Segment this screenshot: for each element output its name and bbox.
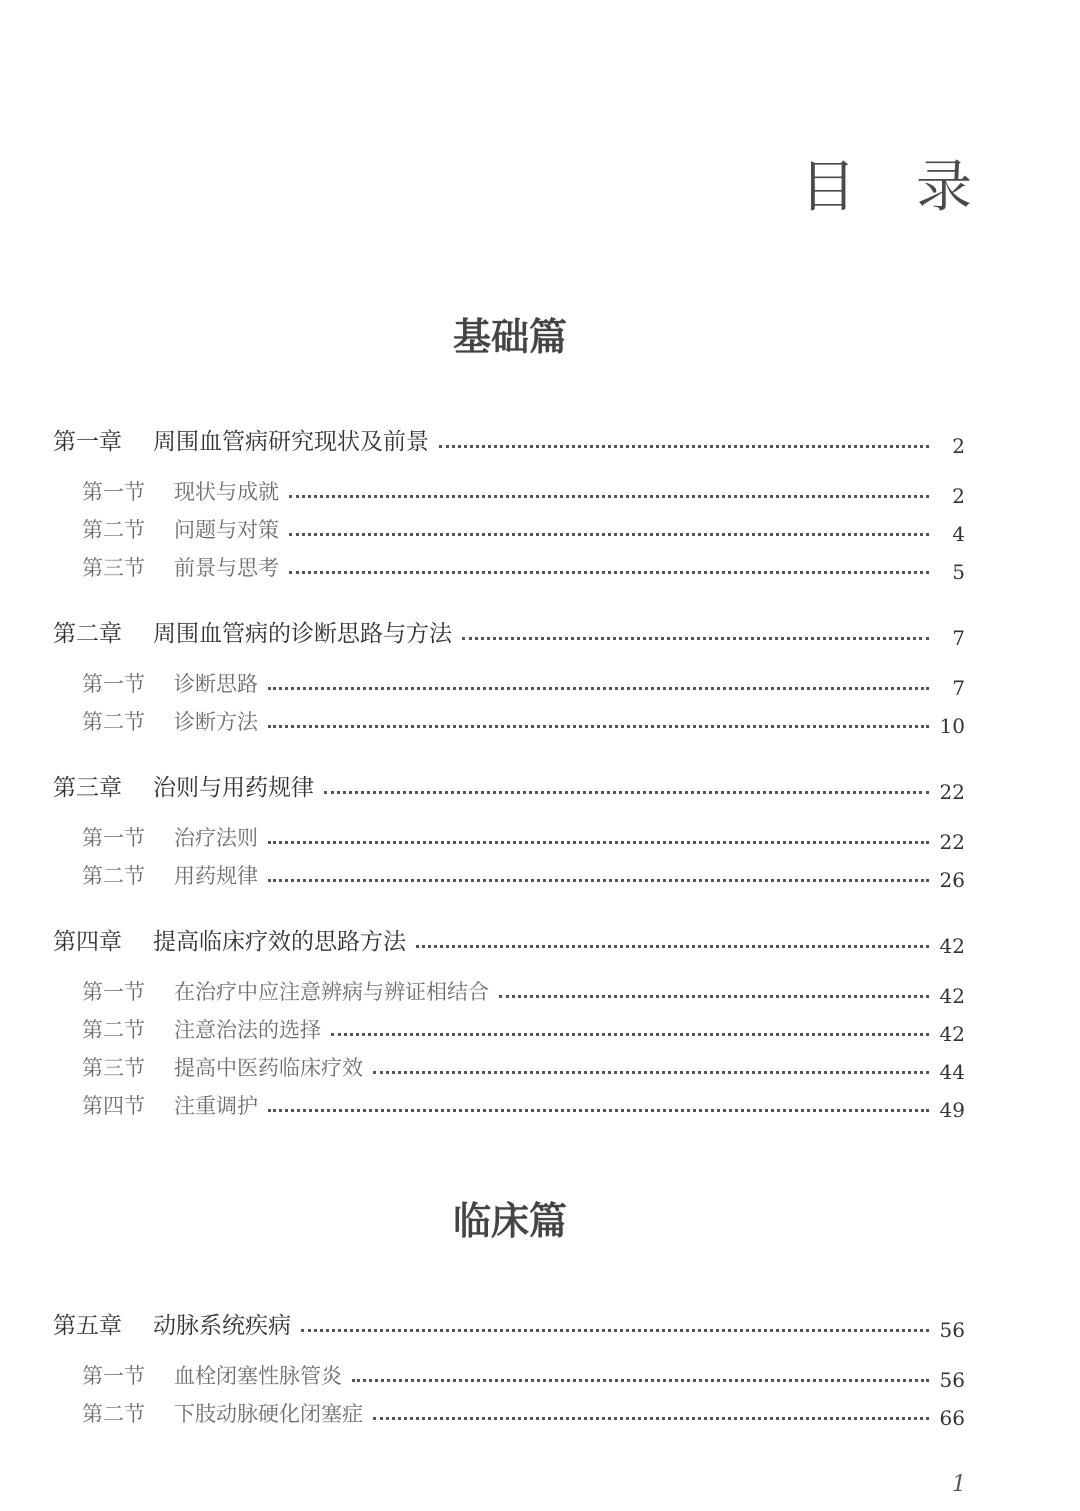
toc-section[interactable]	[0, 704, 965, 736]
page-number: 26	[939, 868, 965, 892]
section-number: 第一节	[82, 980, 145, 1004]
toc-section[interactable]	[0, 1088, 965, 1120]
dot-leader	[324, 791, 929, 794]
toc-section[interactable]	[0, 550, 965, 582]
section-title: 注意治法的选择	[174, 1018, 321, 1042]
page-number: 22	[939, 830, 965, 854]
toc-section[interactable]	[0, 1358, 965, 1390]
section-title: 注重调护	[174, 1094, 258, 1118]
section-number: 第三节	[82, 556, 145, 580]
toc-chapter[interactable]	[0, 1308, 965, 1340]
toc-section[interactable]	[0, 1012, 965, 1044]
toc-section[interactable]	[0, 974, 965, 1006]
page-number: 2	[952, 484, 965, 508]
section-title: 提高中医药临床疗效	[174, 1056, 363, 1080]
page-number: 56	[939, 1318, 965, 1342]
dot-leader	[352, 1379, 929, 1382]
section-number: 第一节	[82, 826, 145, 850]
dot-leader	[439, 445, 929, 448]
section-number: 第二节	[82, 1402, 145, 1426]
page-number: 7	[952, 626, 965, 650]
page-number: 2	[952, 434, 965, 458]
section-number: 第二节	[82, 1018, 145, 1042]
page-title-char-2: 录	[916, 155, 972, 220]
chapter-title: 周围血管病研究现状及前景	[153, 429, 429, 455]
section-title: 诊断思路	[174, 672, 258, 696]
chapter-number: 第五章	[53, 1313, 122, 1339]
chapter-title: 动脉系统疾病	[153, 1313, 291, 1339]
part-title-basic: 基础篇	[452, 314, 567, 359]
dot-leader	[268, 1109, 929, 1112]
section-number: 第一节	[82, 480, 145, 504]
chapter-number: 第二章	[53, 621, 122, 647]
section-title: 问题与对策	[174, 518, 279, 542]
dot-leader	[289, 495, 929, 498]
dot-leader	[373, 1071, 929, 1074]
dot-leader	[268, 841, 929, 844]
section-number: 第四节	[82, 1094, 145, 1118]
page-number: 7	[952, 676, 965, 700]
toc-chapter[interactable]	[0, 616, 965, 648]
section-title: 血栓闭塞性脉管炎	[174, 1364, 342, 1388]
page-number: 10	[939, 714, 965, 738]
toc-chapter[interactable]	[0, 770, 965, 802]
toc-section[interactable]	[0, 858, 965, 890]
dot-leader	[268, 879, 929, 882]
page-number: 42	[939, 934, 965, 958]
toc-section[interactable]	[0, 512, 965, 544]
chapter-number: 第一章	[53, 429, 122, 455]
section-number: 第一节	[82, 672, 145, 696]
toc-chapter[interactable]	[0, 924, 965, 956]
toc-section[interactable]	[0, 820, 965, 852]
page-title-char-1: 目	[800, 155, 856, 220]
folio-page-number: 1	[952, 1472, 966, 1497]
chapter-title: 周围血管病的诊断思路与方法	[153, 621, 452, 647]
section-title: 现状与成就	[174, 480, 279, 504]
page-number: 4	[952, 522, 965, 546]
section-title: 诊断方法	[174, 710, 258, 734]
dot-leader	[301, 1329, 929, 1332]
toc-chapter[interactable]	[0, 424, 965, 456]
dot-leader	[268, 687, 929, 690]
page-number: 42	[939, 984, 965, 1008]
section-title: 在治疗中应注意辨病与辨证相结合	[174, 980, 489, 1004]
section-title: 下肢动脉硬化闭塞症	[174, 1402, 363, 1426]
page-number: 44	[939, 1060, 965, 1084]
dot-leader	[331, 1033, 929, 1036]
page-number: 22	[939, 780, 965, 804]
toc-section[interactable]	[0, 1396, 965, 1428]
part-title-clinical: 临床篇	[452, 1198, 567, 1243]
toc-section[interactable]	[0, 666, 965, 698]
section-number: 第二节	[82, 710, 145, 734]
dot-leader	[289, 571, 929, 574]
page-number: 66	[939, 1406, 965, 1430]
chapter-number: 第四章	[53, 929, 122, 955]
dot-leader	[499, 995, 929, 998]
page-number: 56	[939, 1368, 965, 1392]
dot-leader	[416, 945, 929, 948]
section-number: 第三节	[82, 1056, 145, 1080]
dot-leader	[268, 725, 929, 728]
section-number: 第二节	[82, 518, 145, 542]
chapter-number: 第三章	[53, 775, 122, 801]
section-number: 第一节	[82, 1364, 145, 1388]
section-title: 用药规律	[174, 864, 258, 888]
toc-section[interactable]	[0, 1050, 965, 1082]
section-title: 前景与思考	[174, 556, 279, 580]
chapter-title: 治则与用药规律	[153, 775, 314, 801]
toc-section[interactable]	[0, 474, 965, 506]
chapter-title: 提高临床疗效的思路方法	[153, 929, 406, 955]
page-number: 42	[939, 1022, 965, 1046]
dot-leader	[462, 637, 929, 640]
section-title: 治疗法则	[174, 826, 258, 850]
dot-leader	[373, 1417, 929, 1420]
dot-leader	[289, 533, 929, 536]
page-number: 5	[952, 560, 965, 584]
section-number: 第二节	[82, 864, 145, 888]
page-number: 49	[939, 1098, 965, 1122]
page-title	[800, 155, 972, 220]
